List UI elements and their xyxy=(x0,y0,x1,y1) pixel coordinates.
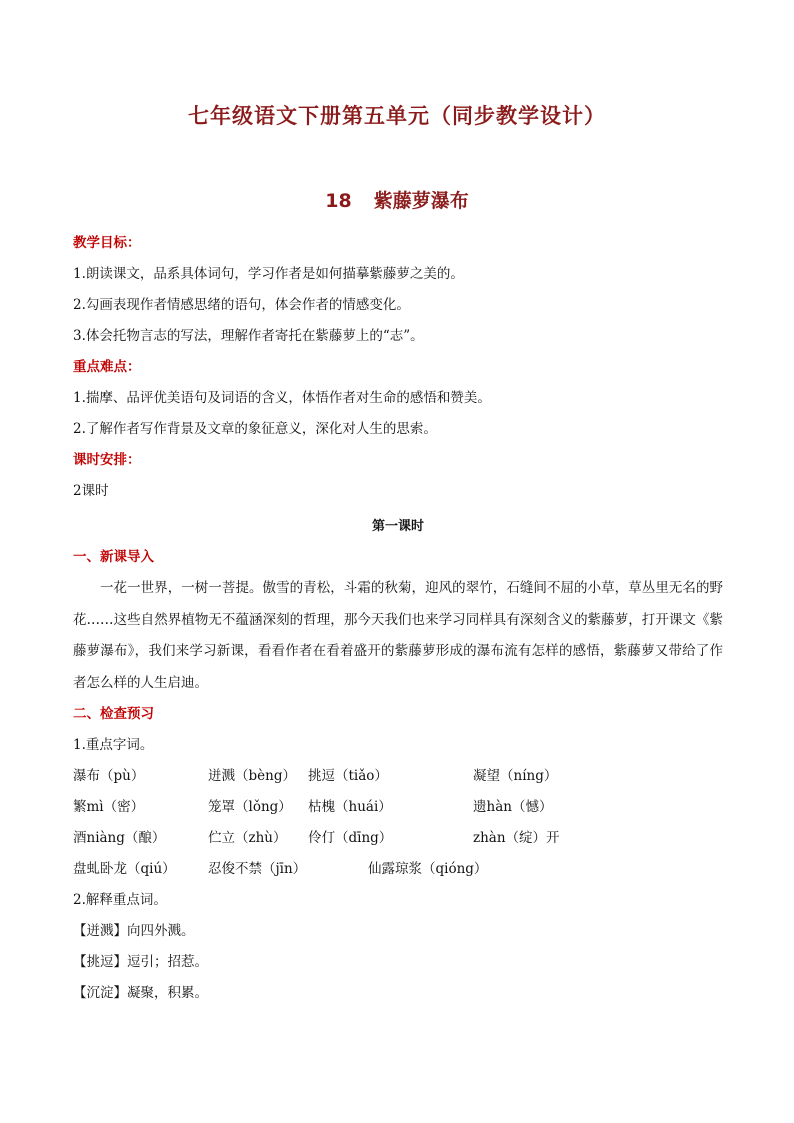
vocab-row xyxy=(73,823,723,854)
lesson-title xyxy=(0,186,794,213)
definition-item: 【迸溅】向四外溅。 xyxy=(73,923,195,939)
vocab-row xyxy=(73,792,723,823)
difficulty-item: 2.了解作者写作背景及文章的象征意义，深化对人生的思索。 xyxy=(73,421,437,437)
section1-heading: 一、新课导入 xyxy=(73,549,154,565)
vocab-word: 瀑布（pù） xyxy=(73,768,145,784)
schedule-heading: 课时安排： xyxy=(73,452,141,468)
schedule-value: 2课时 xyxy=(73,483,109,499)
vocab-word: 仙露琼浆（qióng） xyxy=(368,861,488,877)
intro-paragraph: 一花一世界，一树一菩提。傲雪的青松，斗霜的秋菊，迎风的翠竹，石缝间不屈的小草，草丛里无名的野花……这些自然界植物无不蕴涵深刻的哲理，那今天我们也来学习同样具有深刻含义的紫藤萝，打开课文《紫藤萝瀑布》，我们来学习新课，看看作者在看着盛开的紫藤萝形成的瀑布流有怎样的感悟，紫藤萝又带给了作者怎么样的人生启迪。 xyxy=(73,580,723,691)
objective-item: 2.勾画表现作者情感思绪的语句，体会作者的情感变化。 xyxy=(73,297,410,313)
vocab-word: 酒niàng（酿） xyxy=(73,830,166,846)
vocab-word: 伫立（zhù） xyxy=(208,830,287,846)
document-title: 七年级语文下册第五单元（同步教学设计） xyxy=(188,104,606,128)
lesson-number: 18 xyxy=(325,190,352,212)
vocab-word: zhàn（绽）开 xyxy=(473,830,560,846)
definitions-heading: 2.解释重点词。 xyxy=(73,892,167,908)
vocab-word: 忍俊不禁（jīn） xyxy=(208,861,307,877)
objective-item: 3.体会托物言志的写法，理解作者寄托在紫藤萝上的“志”。 xyxy=(73,328,424,344)
section2-heading: 二、检查预习 xyxy=(73,706,154,722)
vocab-word: 盘虬卧龙（qiú） xyxy=(73,861,176,877)
first-lesson-heading: 第一课时 xyxy=(371,519,424,534)
vocab-row xyxy=(73,854,723,885)
vocab-word: 枯槐（huái） xyxy=(308,799,392,815)
definition-item: 【挑逗】逗引；招惹。 xyxy=(73,954,208,970)
definition-item: 【沉淀】凝聚，积累。 xyxy=(73,985,208,1001)
objective-item: 1.朗读课文，品系具体词句，学习作者是如何描摹紫藤萝之美的。 xyxy=(73,266,464,282)
document-body xyxy=(73,228,723,1009)
vocab-row xyxy=(73,761,723,792)
difficulty-item: 1.揣摩、品评优美语句及词语的含义，体悟作者对生命的感悟和赞美。 xyxy=(73,390,491,406)
difficulties-heading: 重点难点： xyxy=(73,359,141,375)
vocab-word: 挑逗（tiǎo） xyxy=(308,768,388,784)
vocab-word: 伶仃（dīng） xyxy=(308,830,393,846)
vocab-word: 凝望（níng） xyxy=(473,768,558,784)
vocab-word: 遗hàn（憾） xyxy=(473,799,553,815)
lesson-name: 紫藤萝瀑布 xyxy=(373,190,469,212)
vocab-word: 笼罩（lǒng） xyxy=(208,799,292,815)
vocab-word: 迸溅（bèng） xyxy=(208,768,296,784)
vocab-word: 繁mì（密） xyxy=(73,799,145,815)
objectives-heading: 教学目标： xyxy=(73,235,141,251)
vocab-item-heading: 1.重点字词。 xyxy=(73,737,154,753)
